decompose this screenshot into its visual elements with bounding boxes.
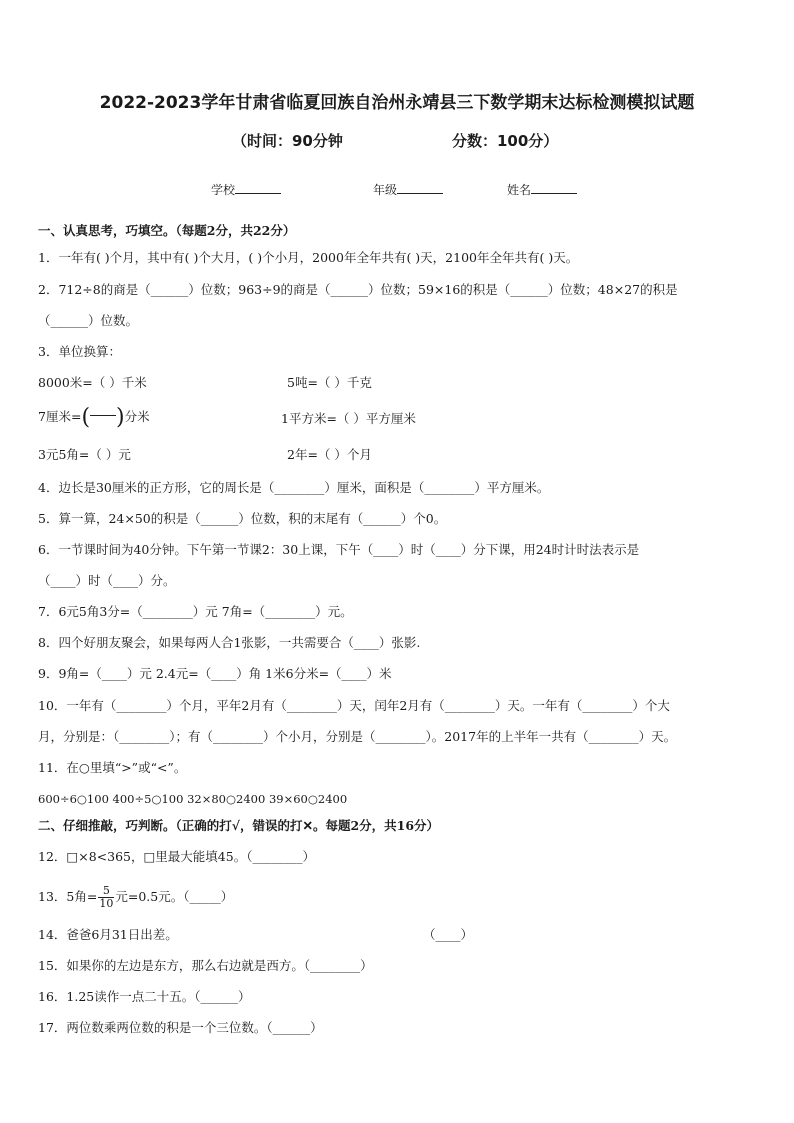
question-3d: 1平方米=（ ）平方厘米 — [281, 411, 416, 426]
question-15: 15．如果你的左边是东方，那么右边就是西方。（________） — [38, 958, 373, 973]
name-blank[interactable] — [531, 183, 577, 194]
grade-blank[interactable] — [397, 183, 443, 194]
fraction-numerator: 5 — [98, 885, 114, 898]
question-4: 4．边长是30厘米的正方形，它的周长是（________）厘米，面积是（________）平方厘米。 — [38, 480, 550, 495]
question-6-line-2: （____）时（____）分。 — [38, 573, 176, 588]
section-2-heading: 二、仔细推敲，巧判断。（正确的打√，错误的打✕。每题2分，共16分） — [38, 818, 440, 833]
right-paren: ) — [116, 404, 125, 430]
question-7: 7．6元5角3分=（________）元 7角=（________）元。 — [38, 604, 353, 619]
question-3c-right: 分米 — [124, 409, 150, 424]
grade-label: 年级 — [373, 183, 398, 197]
fraction-5-10 — [98, 885, 114, 910]
question-12: 12．□×8<365，□里最大能填45。（________） — [38, 849, 315, 864]
name-field — [507, 181, 577, 198]
question-1: 1．一年有( )个月，其中有( )个大月，( )个小月，2000年全年共有( )天，2100年全年共有( )天。 — [38, 250, 579, 265]
question-3a: 8000米=（ ）千米 — [38, 375, 147, 390]
question-3-heading: 3．单位换算： — [38, 344, 121, 359]
question-16: 16．1.25读作一点二十五。（______） — [38, 989, 251, 1004]
fraction-blank[interactable] — [90, 415, 116, 416]
time-limit: （时间：90分钟 — [232, 132, 343, 150]
question-11-items: 600÷6○100 400÷5○100 32×80○2400 39×60○2400 — [38, 792, 348, 806]
question-10-line-2: 月，分别是：（________）；有（________）个小月，分别是（________）。2017年的上半年一共有（________）天。 — [38, 729, 677, 744]
question-10-line-1: 10．一年有（________）个月，平年2月有（________）天，闰年2月有（________）天。一年有（________）个大 — [38, 698, 670, 713]
question-11: 11．在○里填“>”或“<”。 — [38, 760, 187, 775]
question-3f: 2年=（ ）个月 — [287, 447, 372, 462]
page-title: 2022-2023学年甘肃省临夏回族自治州永靖县三下数学期末达标检测模拟试题 — [99, 93, 695, 113]
question-13-left: 13．5角= — [38, 889, 98, 904]
question-2-line-2: （______）位数。 — [38, 313, 139, 328]
question-17: 17．两位数乘两位数的积是一个三位数。（______） — [38, 1020, 323, 1035]
question-5: 5．算一算，24×50的积是（______）位数，积的末尾有（______）个0。 — [38, 511, 447, 526]
question-9: 9．9角=（____）元 2.4元=（____）角 1米6分米=（____）米 — [38, 666, 392, 681]
school-field — [211, 181, 281, 198]
question-14: 14．爸爸6月31日出差。 — [38, 927, 178, 942]
school-label: 学校 — [211, 183, 236, 197]
fraction-denominator: 10 — [99, 897, 114, 910]
question-6-line-1: 6．一节课时间为40分钟。下午第一节课2：30上课，下午（____）时（____）分下课，用24时计时法表示是 — [38, 542, 640, 557]
question-3b: 5吨=（ ）千克 — [287, 375, 372, 390]
question-3c — [38, 404, 150, 430]
question-3e: 3元5角=（ ）元 — [38, 447, 131, 462]
left-paren: ( — [81, 404, 91, 430]
school-blank[interactable] — [235, 183, 281, 194]
question-13-right: 元=0.5元。（_____） — [115, 889, 234, 904]
name-label: 姓名 — [507, 183, 532, 197]
question-2-line-1: 2．712÷8的商是（______）位数；963÷9的商是（______）位数；59×16的积是（______）位数；48×27的积是 — [38, 282, 678, 297]
total-score: 分数：100分） — [452, 132, 559, 150]
question-14-answer[interactable]: （____） — [423, 927, 474, 942]
question-8: 8．四个好朋友聚会，如果每两人合1张影，一共需要合（____）张影. — [38, 635, 421, 650]
grade-field — [373, 181, 443, 198]
question-13 — [38, 882, 233, 912]
section-1-heading: 一、认真思考，巧填空。（每题2分，共22分） — [38, 223, 296, 238]
question-3c-left: 7厘米= — [38, 409, 82, 424]
